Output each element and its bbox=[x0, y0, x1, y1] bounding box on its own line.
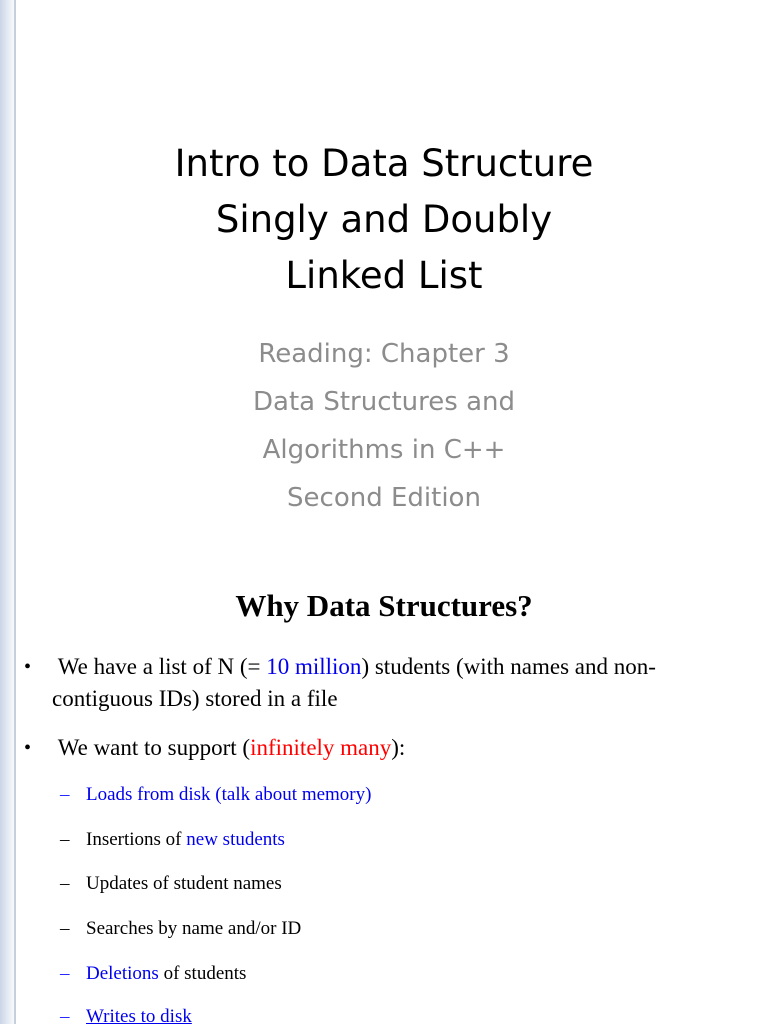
slide1-title-line: Singly and Doubly bbox=[215, 198, 553, 241]
dash-icon: – bbox=[60, 963, 70, 984]
bullet2-highlight: infinitely many bbox=[250, 735, 392, 760]
dash-icon: – bbox=[60, 873, 70, 894]
slide1-subtitle-line: Data Structures and bbox=[252, 387, 516, 417]
slide1-title-line: Intro to Data Structure bbox=[174, 142, 594, 185]
dash-icon: – bbox=[60, 784, 70, 805]
slide2-title: Why Data Structures? bbox=[235, 588, 533, 623]
sub-item-loads bbox=[60, 782, 371, 808]
slide1-subtitle-line: Algorithms in C++ bbox=[262, 435, 506, 465]
bullet1-post: ) students (with names and non- bbox=[361, 654, 656, 679]
slide1-subtitle-line: Second Edition bbox=[287, 483, 481, 513]
sub-item-insertions bbox=[60, 827, 285, 853]
bullet-dot-icon: • bbox=[24, 656, 32, 678]
slide1-subtitle bbox=[0, 330, 768, 522]
slide1-title-line: Linked List bbox=[285, 254, 483, 297]
sub-item-text: Loads from disk (talk about memory) bbox=[86, 784, 372, 805]
bullet-dot-icon: • bbox=[24, 737, 32, 759]
dash-icon: – bbox=[60, 918, 70, 939]
bullet2-post: ): bbox=[391, 735, 406, 760]
sub-item-text: Searches by name and/or ID bbox=[86, 918, 302, 939]
bullet1-line2: contiguous IDs) stored in a file bbox=[52, 686, 338, 711]
sub-item-text: Updates of student names bbox=[86, 873, 282, 894]
sub-item-text: Writes to disk bbox=[86, 1006, 192, 1024]
slide1-subtitle-line: Reading: Chapter 3 bbox=[258, 339, 510, 369]
sub-item-searches bbox=[60, 916, 301, 942]
sub-item-text: of students bbox=[158, 963, 247, 984]
dash-icon: – bbox=[60, 829, 70, 850]
bullet1-pre: We have a list of N (= bbox=[57, 654, 267, 679]
bullet-text bbox=[52, 732, 752, 764]
slide1-title bbox=[0, 136, 768, 304]
sub-item-text: Insertions of bbox=[86, 829, 187, 850]
bullet1-highlight: 10 million bbox=[266, 654, 362, 679]
sub-item-highlight: new students bbox=[186, 829, 285, 850]
sub-item-writes bbox=[60, 1004, 192, 1024]
sub-item-deletions bbox=[60, 961, 246, 987]
bullet2-pre: We want to support ( bbox=[57, 735, 251, 760]
sub-item-highlight: Deletions bbox=[86, 963, 159, 984]
dash-icon: – bbox=[60, 1006, 70, 1024]
sub-item-updates bbox=[60, 871, 282, 897]
bullet-text bbox=[52, 651, 752, 715]
